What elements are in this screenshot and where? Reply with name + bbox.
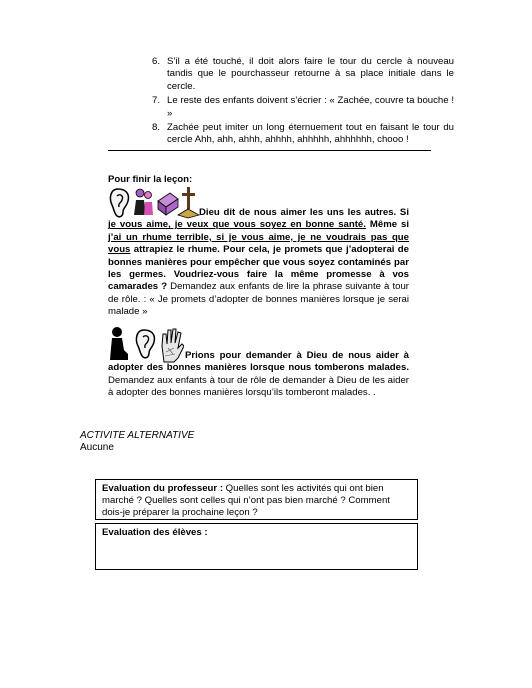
section-divider: [108, 150, 431, 151]
conclusion-paragraph: [108, 207, 409, 319]
underlined-text: je vous aime, je veux que vous soyez en bonne santé.: [108, 219, 366, 231]
list-item: [152, 95, 454, 120]
bold-text: Même si: [365, 219, 409, 231]
teacher-evaluation-label: Evaluation du professeur :: [102, 483, 224, 494]
normal-text: Demandez aux enfants de lire la phrase suivante à tour de rôle. : « Je promets d’adopter de bonnes manières lorsque je serai malade »: [108, 281, 409, 318]
instruction-list: [152, 56, 454, 149]
bold-text: attrapiez le rhume. Pour cela, je promets que j’adopterai de bonnes manières pour empêcher que vous soyez contaminés par les germes. Voudriez-vous faire la même promesse à vos camarades ?: [108, 244, 409, 293]
prayer-paragraph: [108, 350, 409, 400]
list-text: Le reste des enfants doivent s’écrier : « Zachée, couvre ta bouche ! »: [167, 95, 454, 119]
alternative-activity-title: ACTIVITE ALTERNATIVE: [80, 430, 195, 441]
normal-text: Demandez aux enfants à tour de rôle de demander à Dieu de les aider à adopter des bonnes manières lorsqu’ils tomberont malades. .: [108, 374, 409, 399]
list-number: 6.: [152, 56, 161, 67]
teacher-evaluation-text: Quelles sont les activités qui ont bien marché ? Quelles sont celles qui n’ont pas bien marché ? Comment dois-je préparer la prochaine leçon ?: [102, 483, 390, 519]
list-item: [152, 56, 454, 93]
student-evaluation-box: [95, 523, 418, 570]
underlined-text: j’ai un rhume terrible, si je vous aime, je ne voudrais pas que vous: [108, 231, 409, 256]
bold-text: Prions pour demander à Dieu de nous aider à adopter des bonnes manières lorsque nous tomberons malades.: [108, 350, 409, 374]
bold-text: Dieu dit de nous aimer les uns les autres. Si: [199, 207, 409, 218]
list-item: [152, 122, 454, 147]
list-text: Zachée peut imiter un long éternuement tout en faisant le tour du cercle Ahh, ahh, ahhh, ahhhh, ahhhhh, ahhhhhh, chooo !: [167, 122, 454, 146]
list-text: S’il a été touché, il doit alors faire le tour du cercle à nouveau tandis que le pourchasseur retourne à sa place initiale dans le cercle.: [167, 56, 454, 92]
section-title: Pour finir la leçon:: [108, 174, 193, 185]
student-evaluation-label: Evaluation des élèves :: [102, 527, 208, 538]
alternative-activity-value: Aucune: [80, 442, 114, 453]
teacher-evaluation-box: [95, 479, 418, 520]
list-number: 8.: [152, 122, 161, 134]
list-number: 7.: [152, 95, 161, 107]
